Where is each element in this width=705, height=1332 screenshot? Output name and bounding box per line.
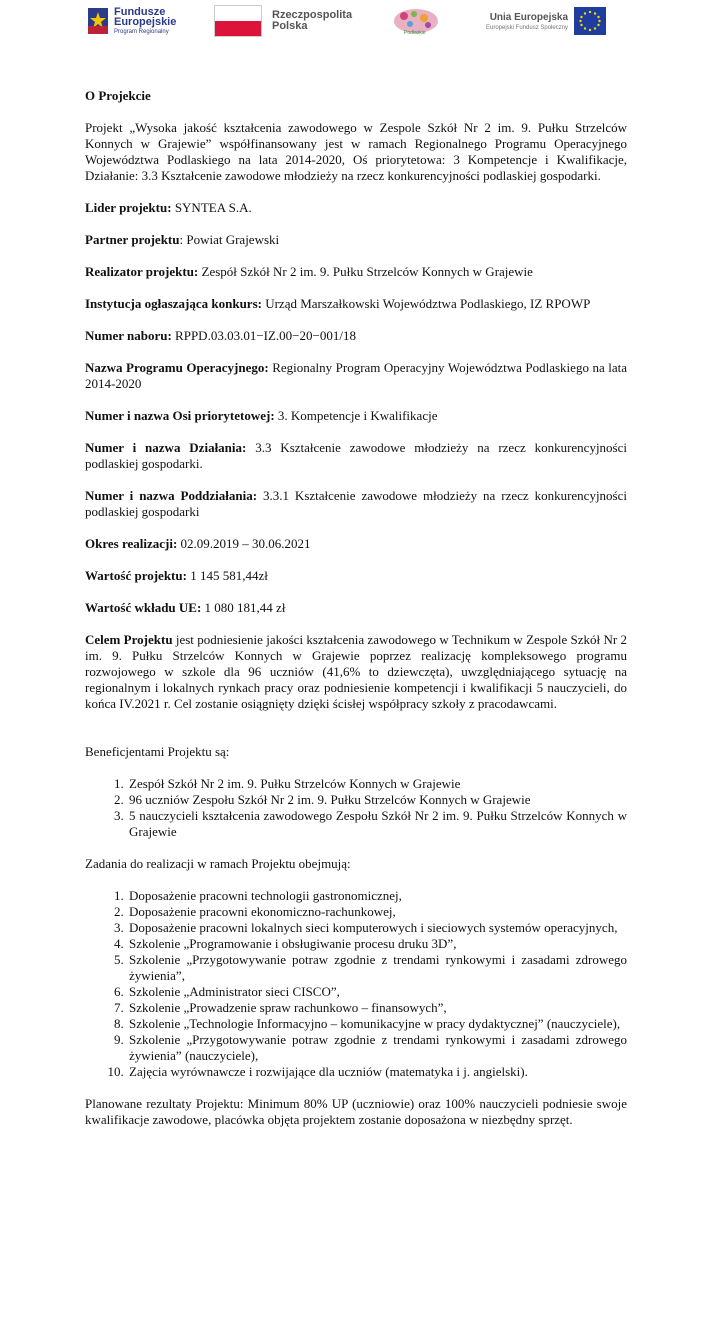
field-label: Partner projektu (85, 232, 180, 247)
field-label: Numer i nazwa Działania: (85, 440, 247, 455)
task-item: 6. Szkolenie „Administrator sieci CISCO”, (127, 984, 627, 1000)
task-item: 10. Zajęcia wyrównawcze i rozwijające dla uczniów (matematyka i j. angielski). (127, 1064, 627, 1080)
project-field (85, 568, 627, 584)
ue-line2: Europejski Fundusz Społeczny (486, 24, 569, 31)
podlaskie-logo (390, 2, 442, 40)
field-value: Urząd Marszałkowski Województwa Podlaskiego, IZ RPOWP (261, 296, 591, 311)
beneficiaries-intro: Beneficjentami Projektu są: (85, 744, 230, 759)
tasks-intro: Zadania do realizacji w ramach Projektu obejmują: (85, 856, 351, 871)
field-value: 3. Kompetencje i Kwalifikacje (274, 408, 438, 423)
intro-paragraph: Projekt „Wysoka jakość kształcenia zawodowego w Zespole Szkół Nr 2 im. 9. Pułku Strzelców Konnych w Grajewie” współfinansowany jest w ramach Regionalnego Programu Operacyjnego Województwa Podlaskiego na lata 2014-2020, Oś priorytetowa: 3 Kompetencje i Kwalifikacje, Działanie: 3.3 Kształcenie zawodowe młodzieży na rzecz konkurencyjności podlaskiej gospodarki. (85, 120, 627, 183)
field-label: Wartość projektu: (85, 568, 187, 583)
task-item: 9. Szkolenie „Przygotowywanie potraw zgodnie z trendami rynkowymi i zasadami zdrowego żywienia” (nauczyciele), (127, 1032, 627, 1064)
project-field (85, 328, 627, 344)
project-field (85, 600, 627, 616)
field-label: Numer i nazwa Osi priorytetowej: (85, 408, 275, 423)
field-value: Regionalny Program Operacyjny Województwa Podlaskiego na lata 2014-2020 (85, 360, 627, 391)
field-value: 3.3.1 Kształcenie zawodowe młodzieży na rzecz konkurencyjności podlaskiej gospodarki (85, 488, 628, 519)
task-item: 8. Szkolenie „Technologie Informacyjno – komunikacyjne w pracy dydaktycznej” (nauczyciele), (127, 1016, 627, 1032)
podlaskie-label: Podlaskie (404, 30, 426, 36)
project-field (85, 360, 627, 392)
project-field (85, 408, 627, 424)
goal-paragraph (85, 632, 627, 712)
logo-bar (0, 0, 705, 44)
field-value: 1 145 581,44zł (186, 568, 268, 583)
rzeczpospolita-polska-logo (214, 2, 352, 40)
field-value: Zespół Szkół Nr 2 im. 9. Pułku Strzelców Konnych w Grajewie (198, 264, 533, 279)
field-value: 1 080 181,44 zł (201, 600, 286, 615)
project-field (85, 440, 627, 472)
rp-line1: Rzeczpospolita (272, 9, 353, 21)
field-value: SYNTEA S.A. (171, 200, 252, 215)
field-label: Okres realizacji: (85, 536, 178, 551)
field-label: Numer i nazwa Poddziałania: (85, 488, 258, 503)
field-label: Wartość wkładu UE: (85, 600, 202, 615)
field-value: RPPD.03.03.01−IZ.00−20−001/18 (171, 328, 356, 343)
fe-line1: Fundusze (114, 6, 166, 18)
field-value: 3.3 Kształcenie zawodowe młodzieży na rzecz konkurencyjności podlaskiej gospodarki. (85, 440, 628, 471)
ue-line1: Unia Europejska (489, 11, 569, 23)
fe-line2: Europejskie (114, 16, 177, 28)
field-label: Instytucja ogłaszająca konkurs: (85, 296, 262, 311)
fe-star-icon (86, 4, 110, 38)
beneficiary-item: 3. 5 nauczycieli kształcenia zawodowego Zespołu Szkół Nr 2 im. 9. Pułku Strzelców Konnych w Grajewie (127, 808, 627, 840)
field-value: : Powiat Grajewski (179, 232, 280, 247)
task-item: 5. Szkolenie „Przygotowywanie potraw zgodnie z trendami rynkowymi i zasadami zdrowego żywienia”, (127, 952, 627, 984)
field-label: Lider projektu: (85, 200, 172, 215)
project-field (85, 200, 627, 216)
polish-flag-icon (214, 5, 262, 37)
project-field (85, 488, 627, 520)
tasks-list (85, 888, 627, 1080)
fundusze-europejskie-logo (86, 2, 176, 40)
fe-line3: Program Regionalny (114, 29, 169, 35)
task-item: 1. Doposażenie pracowni technologii gastronomicznej, (127, 888, 627, 904)
rp-line2: Polska (272, 20, 308, 32)
eu-flag-icon (574, 7, 606, 35)
task-item: 4. Szkolenie „Programowanie i obsługiwanie procesu druku 3D”, (127, 936, 627, 952)
unia-europejska-logo (486, 2, 606, 40)
goal-text: jest podniesienie jakości kształcenia zawodowego w Technikum w Zespole Szkół Nr 2 im. 9. Pułku Strzelców Konnych w Grajewie poprzez realizację kompleksowego programu rozwojowego w szkole dla 96 uczniów (41,6% to dziewczęta), uwzględniającego sytuację na regionalnym i lokalnych rynkach pracy oraz podniesienie kompetencji i kwalifikacji 5 nauczycieli, do końca IV.2021 r. Cel zostanie osiągnięty dzięki ścisłej współpracy szkoły z pracodawcami. (85, 632, 627, 711)
beneficiary-item: 2. 96 uczniów Zespołu Szkół Nr 2 im. 9. Pułku Strzelców Konnych w Grajewie (127, 792, 627, 808)
results-paragraph: Planowane rezultaty Projektu: Minimum 80% UP (uczniowie) oraz 100% nauczycieli podniesie swoje kwalifikacje zawodowe, placówka objęta projektem zostanie doposażona w niezbędny sprzęt. (85, 1096, 627, 1127)
project-field (85, 536, 627, 552)
project-field (85, 264, 627, 280)
goal-label: Celem Projektu (85, 632, 173, 647)
task-item: 3. Doposażenie pracowni lokalnych sieci komputerowych i sieciowych systemów operacyjnych, (127, 920, 627, 936)
beneficiaries-list (85, 776, 627, 840)
field-value: 02.09.2019 – 30.06.2021 (177, 536, 311, 551)
field-label: Numer naboru: (85, 328, 172, 343)
project-field (85, 232, 627, 248)
task-item: 2. Doposażenie pracowni ekonomiczno-rachunkowej, (127, 904, 627, 920)
task-item: 7. Szkolenie „Prowadzenie spraw rachunkowo – finansowych”, (127, 1000, 627, 1016)
beneficiary-item: 1. Zespół Szkół Nr 2 im. 9. Pułku Strzelców Konnych w Grajewie (127, 776, 627, 792)
project-field (85, 296, 627, 312)
page-title: O Projekcie (85, 88, 151, 103)
document-content (85, 88, 627, 1144)
field-label: Nazwa Programu Operacyjnego: (85, 360, 269, 375)
field-label: Realizator projektu: (85, 264, 199, 279)
